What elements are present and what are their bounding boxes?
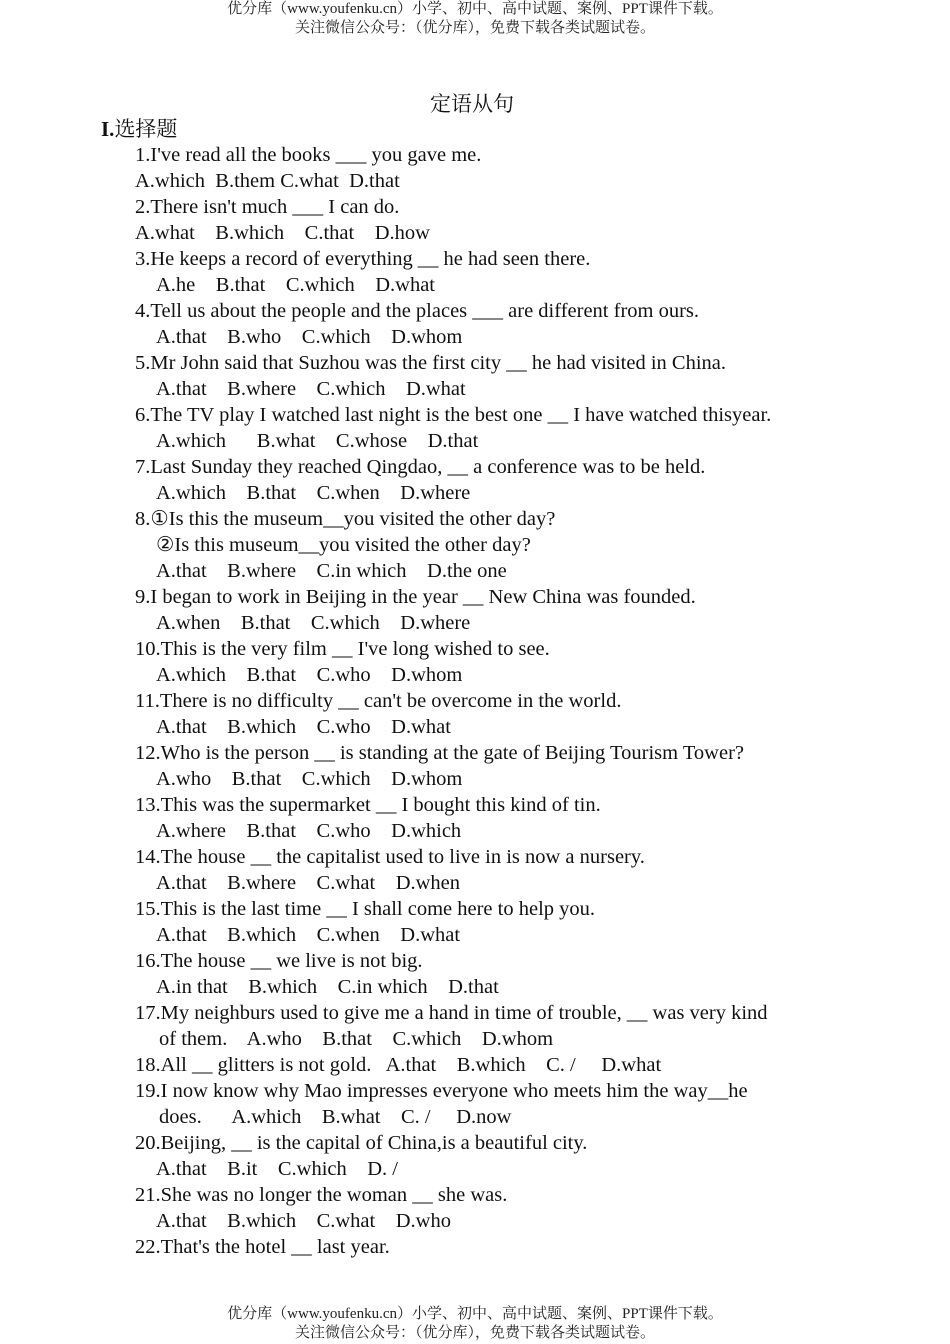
options-line: A.which B.that C.when D.where <box>156 482 471 504</box>
options-line: A.which B.them C.what D.that <box>135 170 400 192</box>
question-line: 3.He keeps a record of everything __ he had seen there. <box>135 248 591 270</box>
options-line: A.that B.who C.which D.whom <box>156 326 463 348</box>
question-continuation-with-options: does. A.which B.what C. / D.now <box>159 1106 512 1128</box>
question-line: 15.This is the last time __ I shall come here to help you. <box>135 898 596 920</box>
options-line: A.that B.which C.what D.who <box>156 1210 451 1232</box>
question-line: 4.Tell us about the people and the places ___ are different from ours. <box>135 300 700 322</box>
options-line: A.who B.that C.which D.whom <box>156 768 463 790</box>
section-heading <box>101 116 177 143</box>
options-line: A.when B.that C.which D.where <box>156 612 471 634</box>
question-line: 17.My neighburs used to give me a hand in time of trouble, __ was very kind <box>135 1002 768 1024</box>
question-subline: ②Is this museum__you visited the other day? <box>156 534 531 556</box>
header-line-1: 优分库（www.youfenku.cn）小学、初中、高中试题、案例、PPT课件下载。 <box>227 1 723 17</box>
question-line: 10.This is the very film __ I've long wished to see. <box>135 638 550 660</box>
question-line: 2.There isn't much ___ I can do. <box>135 196 400 218</box>
question-line: 21.She was no longer the woman __ she was. <box>135 1184 508 1206</box>
question-line: 5.Mr John said that Suzhou was the first city __ he had visited in China. <box>135 352 727 374</box>
question-line: 16.The house __ we live is not big. <box>135 950 423 972</box>
footer-line-1: 优分库（www.youfenku.cn）小学、初中、高中试题、案例、PPT课件下载。 <box>227 1306 723 1322</box>
question-line: 14.The house __ the capitalist used to live in is now a nursery. <box>135 846 645 868</box>
options-line: A.what B.which C.that D.how <box>135 222 430 244</box>
section-number: I. <box>101 117 115 141</box>
page-header <box>0 0 950 38</box>
question-line: 1.I've read all the books ___ you gave me. <box>135 144 482 166</box>
question-line: 20.Beijing, __ is the capital of China,is a beautiful city. <box>135 1132 588 1154</box>
options-line: A.that B.where C.what D.when <box>156 872 461 894</box>
options-line: A.that B.where C.which D.what <box>156 378 466 400</box>
question-line: 8.①Is this the museum__you visited the other day? <box>135 508 556 530</box>
question-line: 7.Last Sunday they reached Qingdao, __ a conference was to be held. <box>135 456 706 478</box>
section-label: 选择题 <box>114 117 178 141</box>
options-line: A.that B.which C.when D.what <box>156 924 461 946</box>
options-line: A.where B.that C.who D.which <box>156 820 462 842</box>
question-line: 6.The TV play I watched last night is the best one __ I have watched thisyear. <box>135 404 772 426</box>
question-continuation-with-options: of them. A.who B.that C.which D.whom <box>159 1028 554 1050</box>
options-line: A.that B.which C.who D.what <box>156 716 451 738</box>
options-line: A.which B.what C.whose D.that <box>156 430 479 452</box>
question-line-with-options: 18.All __ glitters is not gold. A.that B.which C. / D.what <box>135 1054 662 1076</box>
options-line: A.which B.that C.who D.whom <box>156 664 463 686</box>
question-line: 13.This was the supermarket __ I bought this kind of tin. <box>135 794 601 816</box>
question-line: 9.I began to work in Beijing in the year __ New China was founded. <box>135 586 696 608</box>
page-footer <box>0 1305 950 1343</box>
question-line: 22.That's the hotel __ last year. <box>135 1236 390 1258</box>
options-line: A.that B.where C.in which D.the one <box>156 560 507 582</box>
options-line: A.that B.it C.which D. / <box>156 1158 399 1180</box>
question-line: 12.Who is the person __ is standing at the gate of Beijing Tourism Tower? <box>135 742 744 764</box>
question-line: 11.There is no difficulty __ can't be overcome in the world. <box>135 690 622 712</box>
question-line: 19.I now know why Mao impresses everyone who meets him the way__he <box>135 1080 748 1102</box>
options-line: A.he B.that C.which D.what <box>156 274 435 296</box>
options-line: A.in that B.which C.in which D.that <box>156 976 499 998</box>
header-line-2: 关注微信公众号：（优分库），免费下载各类试题试卷。 <box>294 20 655 36</box>
footer-line-2: 关注微信公众号：（优分库），免费下载各类试题试卷。 <box>294 1325 655 1341</box>
document-title: 定语从句 <box>430 92 514 116</box>
